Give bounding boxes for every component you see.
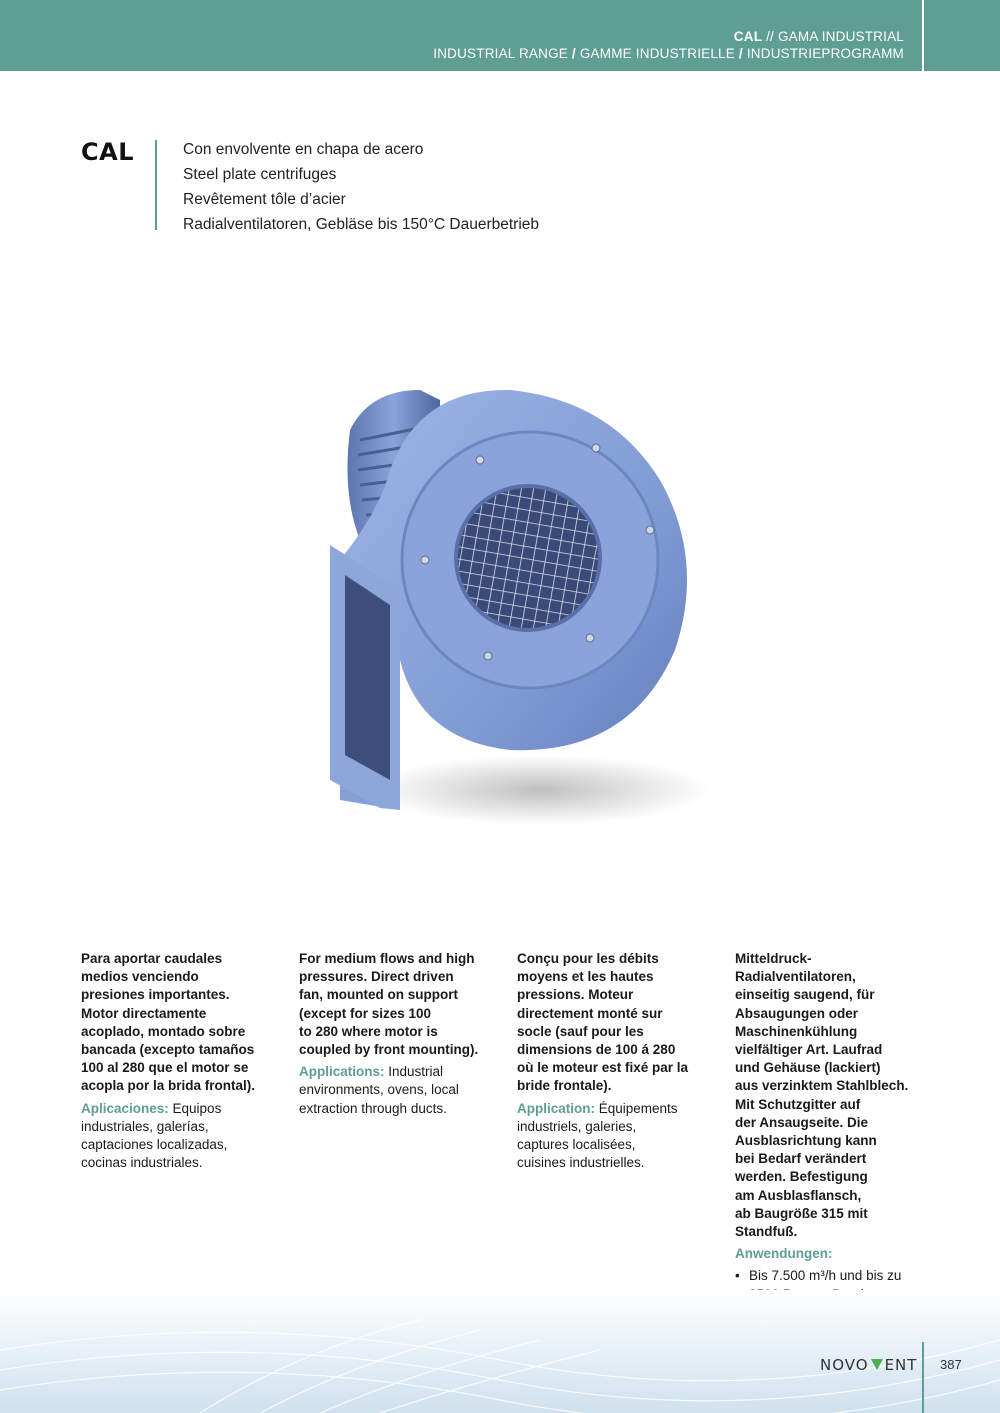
- text-line: extraction through ducts.: [299, 1100, 447, 1116]
- text-line: dimensions de 100 á 280: [517, 1042, 676, 1058]
- text-line: où le moteur est fixé par la: [517, 1060, 689, 1076]
- text-line: cocinas industriales.: [81, 1155, 203, 1171]
- description-de: [735, 950, 925, 1241]
- header-series: CAL: [733, 29, 763, 44]
- text-line: industriales, galerías,: [81, 1118, 209, 1134]
- applications-es: [81, 1100, 281, 1173]
- text-line: coupled by front mounting).: [299, 1042, 479, 1058]
- description-en: [299, 950, 499, 1059]
- text-line: For medium flows and high: [299, 951, 475, 966]
- text-line: Ausblasrichtung kann: [735, 1133, 877, 1149]
- text-line: Radialventilatoren,: [735, 969, 856, 985]
- description-fr: [517, 950, 717, 1096]
- text-line: industriels, galeries,: [517, 1118, 637, 1134]
- header-band: [0, 0, 1000, 71]
- text-line: Motor directamente: [81, 1005, 207, 1021]
- text-line: moyens et les hautes: [517, 969, 654, 985]
- column-de: [735, 950, 925, 1322]
- logo-text-left: NOVO: [820, 1356, 869, 1374]
- applications-de: [735, 1245, 925, 1263]
- text-line: 100 al 280 que el motor se: [81, 1060, 249, 1076]
- text-line: fan, mounted on support: [299, 987, 458, 1003]
- logo-mark-icon: [869, 1356, 885, 1372]
- text-line: aus verzinktem Stahlblech.: [735, 1078, 909, 1094]
- text-line: acoplado, montado sobre: [81, 1023, 246, 1039]
- text-line: Standfuß.: [735, 1224, 798, 1240]
- text-line: Conçu pour les débits: [517, 951, 659, 966]
- title-divider: [155, 140, 157, 230]
- applications-label: Applications:: [299, 1064, 385, 1080]
- text-line: (except for sizes 100: [299, 1005, 432, 1021]
- applications-en: [299, 1063, 499, 1118]
- header-separator: /: [567, 46, 580, 61]
- subtitle-de: Radialventilatoren, Gebläse bis 150°C Dauerbetrieb: [183, 216, 540, 233]
- header-text: [433, 28, 904, 62]
- footer-divider: [922, 1342, 924, 1413]
- page-title: CAL: [81, 138, 134, 166]
- column-en: [299, 950, 499, 1118]
- text-line: to 280 where motor is: [299, 1023, 438, 1039]
- text-line: der Ansaugseite. Die: [735, 1114, 869, 1130]
- centrifugal-fan-image: [300, 360, 720, 840]
- header-line-1: [433, 28, 904, 45]
- text-line: werden. Befestigung: [735, 1169, 868, 1185]
- text-line: Équipements: [595, 1100, 678, 1116]
- text-line: Para aportar caudales: [81, 951, 223, 966]
- header-line-2: [433, 45, 904, 62]
- text-line: am Ausblasflansch,: [735, 1187, 862, 1203]
- text-line: vielfältiger Art. Laufrad: [735, 1042, 883, 1058]
- header-range-en: INDUSTRIAL RANGE: [433, 46, 568, 61]
- logo-text-right: ENT: [884, 1356, 918, 1374]
- header-range-fr: GAMME INDUSTRIELLE: [579, 46, 735, 61]
- subtitle-fr: Revêtement tôle d’acier: [183, 191, 346, 208]
- text-line: Mit Schutzgitter auf: [735, 1096, 861, 1112]
- header-range-es: GAMA INDUSTRIAL: [777, 29, 904, 44]
- text-line: captures localisées,: [517, 1137, 636, 1153]
- text-line: einseitig saugend, für: [735, 987, 875, 1003]
- text-line: pressures. Direct driven: [299, 969, 454, 985]
- subtitle-list: [183, 137, 539, 237]
- text-line: ab Baugröße 315 mit: [735, 1205, 868, 1221]
- subtitle-es: Con envolvente en chapa de acero: [183, 141, 424, 158]
- applications-label: Application:: [517, 1100, 595, 1116]
- applications-label: Aplicaciones:: [81, 1100, 169, 1116]
- text-line: medios venciendo: [81, 969, 199, 985]
- brand-logo: [820, 1356, 917, 1374]
- header-separator: /: [734, 46, 747, 61]
- text-line: bancada (excepto tamaños: [81, 1042, 255, 1058]
- applications-label: Anwendungen:: [735, 1246, 833, 1262]
- header-range-de: INDUSTRIEPROGRAMM: [746, 46, 904, 61]
- text-line: environments, ovens, local: [299, 1082, 459, 1098]
- text-line: socle (sauf pour les: [517, 1023, 644, 1039]
- text-line: Maschinenkühlung: [735, 1023, 858, 1039]
- text-line: Absaugungen oder: [735, 1005, 859, 1021]
- text-line: presiones importantes.: [81, 987, 230, 1003]
- text-line: pressions. Moteur: [517, 987, 634, 1003]
- text-line: Equipos: [168, 1100, 222, 1116]
- text-line: bei Bedarf verändert: [735, 1151, 867, 1167]
- column-es: [81, 950, 281, 1172]
- text-line: Industrial: [384, 1064, 444, 1080]
- text-line: acopla por la brida frontal).: [81, 1078, 256, 1094]
- list-item: • Bis 7.500 m³/h und bis zu: [735, 1267, 925, 1303]
- text-line: cuisines industrielles.: [517, 1155, 645, 1171]
- header-separator: //: [762, 29, 778, 44]
- text-line: captaciones localizadas,: [81, 1137, 228, 1153]
- applications-fr: [517, 1100, 717, 1173]
- footer-background: [0, 1290, 1000, 1413]
- text-line: Mitteldruck-: [735, 951, 812, 966]
- text-line: directement monté sur: [517, 1005, 663, 1021]
- subtitle-en: Steel plate centrifuges: [183, 166, 337, 183]
- description-es: [81, 950, 281, 1096]
- header-divider: [922, 0, 924, 71]
- text-line: bride frontale).: [517, 1078, 612, 1094]
- column-fr: [517, 950, 717, 1172]
- page-number: 387: [940, 1357, 962, 1372]
- text-line: und Gehäuse (lackiert): [735, 1060, 881, 1076]
